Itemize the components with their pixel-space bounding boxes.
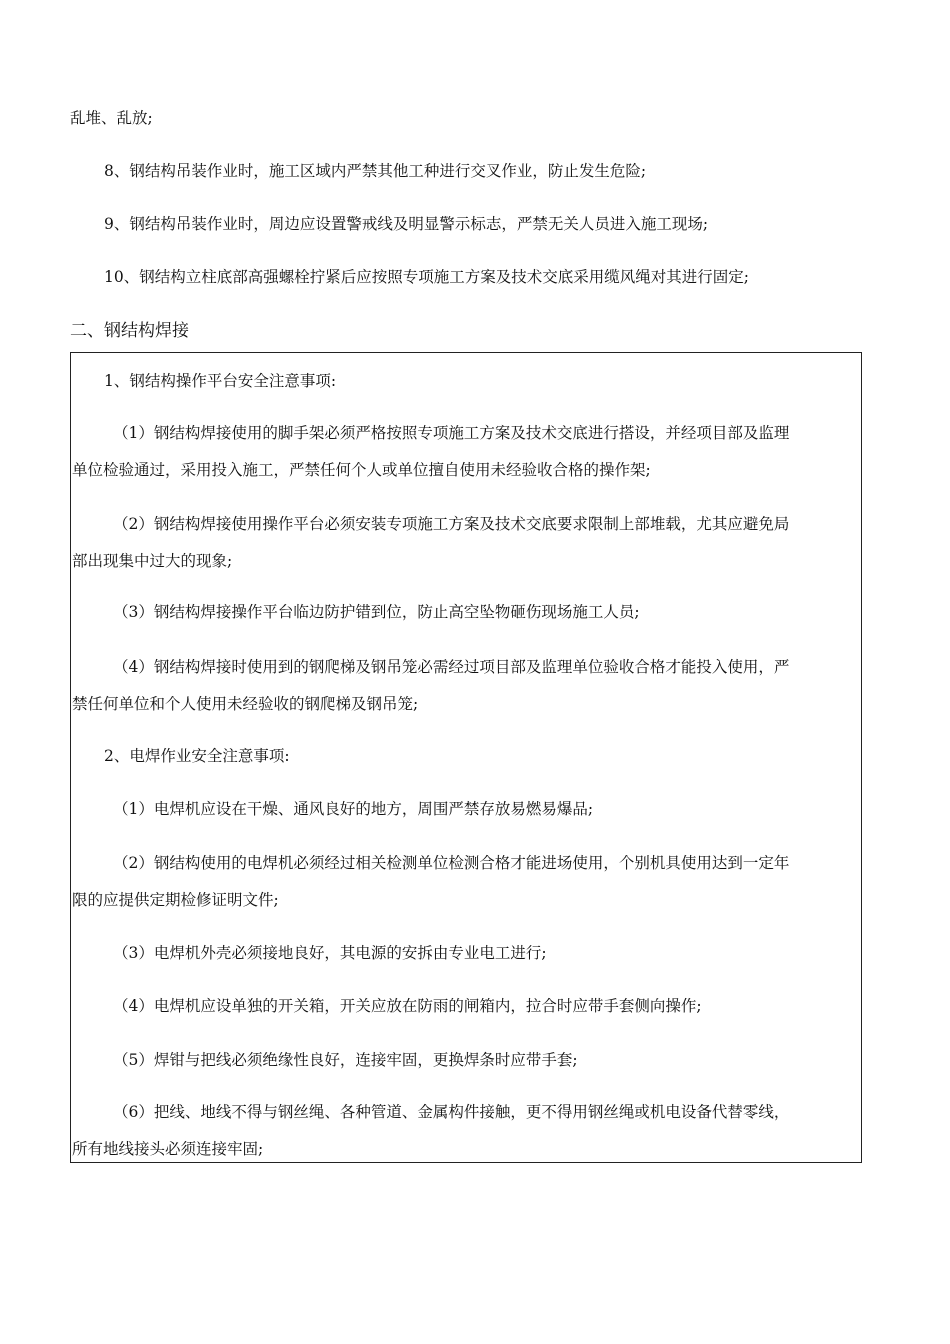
margin-tick: [70, 943, 71, 953]
list-item-line: （6）把线、地线不得与钢丝绳、各种管道、金属构件接触，更不得用钢丝绳或机电设备代替零线，: [113, 1103, 790, 1121]
subsection-title: 1、钢结构操作平台安全注意事项:: [104, 372, 337, 390]
list-item-line: （1）钢结构焊接使用的脚手架必须严格按照专项施工方案及技术交底进行搭设，并经项目部及监理: [113, 424, 790, 442]
continuation-text: 乱堆、乱放;: [70, 109, 153, 127]
list-item-line: （3）钢结构焊接操作平台临边防护错到位，防止高空坠物砸伤现场施工人员;: [113, 603, 640, 621]
list-item-line: 禁任何单位和个人使用未经验收的钢爬梯及钢吊笼;: [72, 695, 419, 713]
margin-tick: [70, 448, 71, 458]
section-heading: 二、钢结构焊接: [70, 321, 189, 341]
margin-tick: [70, 558, 71, 568]
list-item-line: （5）焊钳与把线必须绝缘性良好，连接牢固，更换焊条时应带手套;: [113, 1051, 578, 1069]
list-item-line: （2）钢结构焊接使用操作平台必须安装专项施工方案及技术交底要求限制上部堆载，尤其应避免局: [113, 515, 790, 533]
margin-tick: [70, 1098, 71, 1108]
list-item-line: （2）钢结构使用的电焊机必须经过相关检测单位检测合格才能进场使用，个别机具使用达到一定年: [113, 854, 790, 872]
list-item: 10、钢结构立柱底部高强螺栓拧紧后应按照专项施工方案及技术交底采用缆风绳对其进行固定;: [104, 268, 749, 286]
list-item-line: （4）电焊机应设单独的开关箱，开关应放在防雨的闸箱内，拉合时应带手套侧向操作;: [113, 997, 702, 1015]
margin-tick: [861, 448, 862, 458]
list-item-line: （3）电焊机外壳必须接地良好，其电源的安拆由专业电工进行;: [113, 944, 547, 962]
margin-tick: [861, 383, 862, 393]
list-item: 8、钢结构吊装作业时，施工区域内严禁其他工种进行交叉作业，防止发生危险;: [104, 162, 647, 180]
margin-tick: [861, 558, 862, 568]
list-item-line: （1）电焊机应设在干燥、通风良好的地方，周围严禁存放易燃易爆品;: [113, 800, 594, 818]
margin-tick: [861, 748, 862, 758]
margin-tick: [861, 1098, 862, 1108]
margin-tick: [70, 383, 71, 393]
margin-tick: [861, 943, 862, 953]
list-item-line: 部出现集中过大的现象;: [72, 552, 233, 570]
list-item: 9、钢结构吊装作业时，周边应设置警戒线及明显警示标志，严禁无关人员进入施工现场;: [104, 215, 709, 233]
list-item-line: 限的应提供定期检修证明文件;: [72, 891, 279, 909]
list-item-line: 所有地线接头必须连接牢固;: [72, 1140, 264, 1158]
list-item-line: （4）钢结构焊接时使用到的钢爬梯及钢吊笼必需经过项目部及监理单位验收合格才能投入使用，严: [113, 658, 790, 676]
margin-tick: [70, 748, 71, 758]
subsection-title: 2、电焊作业安全注意事项:: [104, 747, 290, 765]
list-item-line: 单位检验通过，采用投入施工，严禁任何个人或单位擅自使用未经验收合格的操作架;: [72, 461, 651, 479]
